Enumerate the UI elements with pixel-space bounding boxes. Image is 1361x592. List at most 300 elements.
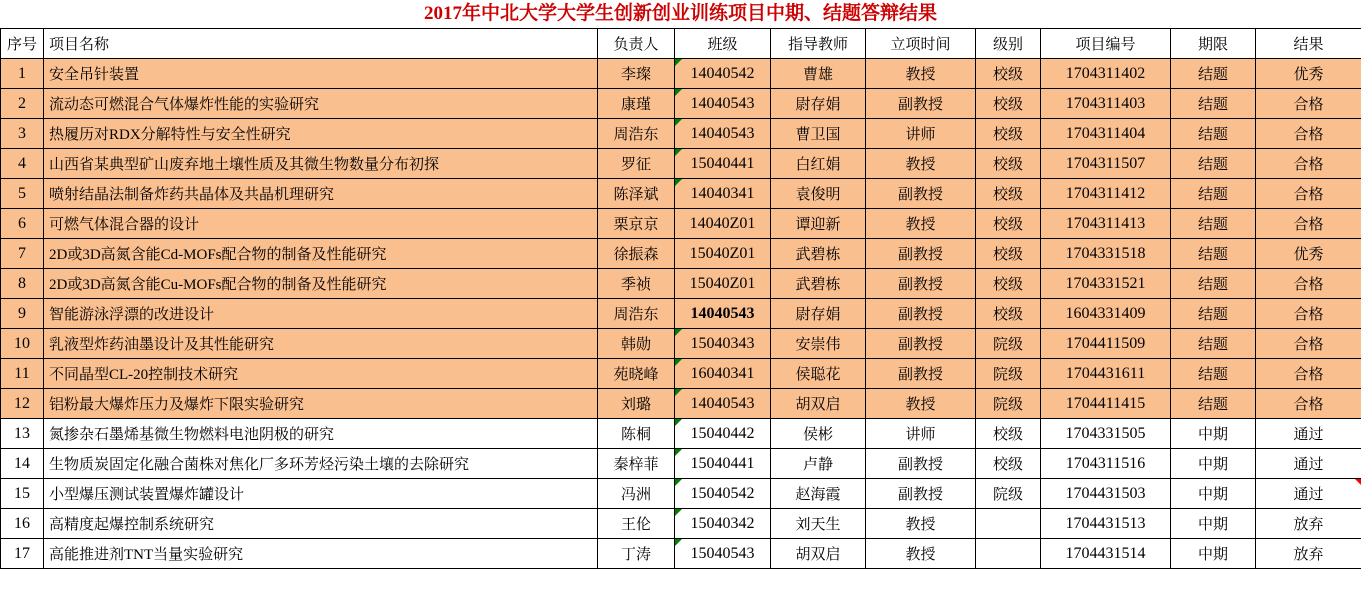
cell-code[interactable]	[1041, 59, 1171, 89]
cell-name[interactable]	[44, 149, 598, 179]
cell-class-no[interactable]	[675, 119, 771, 149]
name-value: 2D或3D高氮含能Cu-MOFs配合物的制备及性能研究	[49, 277, 387, 293]
advisor-value: 曹卫国	[795, 127, 841, 143]
leader-value: 秦梓菲	[613, 457, 659, 473]
cell-code[interactable]	[1041, 89, 1171, 119]
advisor-value: 赵海霞	[795, 487, 841, 503]
cell-name[interactable]	[44, 359, 598, 389]
cell-phase[interactable]	[1171, 119, 1256, 149]
cell-level[interactable]	[976, 59, 1041, 89]
name-value: 氮掺杂石墨烯基微生物燃料电池阴极的研究	[49, 427, 335, 443]
phase-value: 结题	[1197, 337, 1228, 353]
cell-leader[interactable]	[598, 449, 675, 479]
cell-class-no[interactable]	[675, 269, 771, 299]
cell-phase[interactable]	[1171, 389, 1256, 419]
cell-advisor-title[interactable]	[866, 239, 976, 269]
result-value: 通过	[1293, 457, 1324, 473]
cell-no[interactable]	[1, 389, 44, 419]
cell-class-no[interactable]	[675, 89, 771, 119]
cell-result[interactable]	[1256, 479, 1361, 509]
cell-level[interactable]	[976, 389, 1041, 419]
cell-code[interactable]	[1041, 179, 1171, 209]
col-header-leader[interactable]: 负责人	[598, 29, 675, 59]
cell-leader[interactable]	[598, 59, 675, 89]
leader-value: 韩勋	[620, 337, 651, 353]
cell-no[interactable]	[1, 509, 44, 539]
advisor-title-value: 教授	[905, 67, 936, 83]
col-header-start-time[interactable]: 立项时间	[866, 29, 976, 59]
phase-value: 中期	[1197, 517, 1228, 533]
cell-no[interactable]	[1, 419, 44, 449]
cell-code[interactable]	[1041, 329, 1171, 359]
advisor-value: 侯聪花	[795, 367, 841, 383]
cell-class-no[interactable]	[675, 449, 771, 479]
advisor-title-value: 教授	[905, 217, 936, 233]
cell-code[interactable]	[1041, 419, 1171, 449]
cell-level[interactable]	[976, 119, 1041, 149]
cell-name[interactable]	[44, 209, 598, 239]
leader-value: 栗京京	[613, 217, 659, 233]
cell-advisor[interactable]	[771, 389, 866, 419]
cell-advisor[interactable]	[771, 329, 866, 359]
code-value: 1704411415	[1065, 394, 1146, 412]
leader-value: 康瑾	[620, 97, 651, 113]
cell-name[interactable]	[44, 509, 598, 539]
result-value: 放弃	[1293, 517, 1324, 533]
cell-level[interactable]	[976, 299, 1041, 329]
name-value: 铝粉最大爆炸压力及爆炸下限实验研究	[49, 397, 305, 413]
cell-code[interactable]	[1041, 449, 1171, 479]
col-header-level[interactable]: 级别	[976, 29, 1041, 59]
number-stored-as-text-flag-icon	[675, 419, 682, 426]
no-value: 8	[18, 274, 26, 292]
cell-leader[interactable]	[598, 479, 675, 509]
cell-class-no[interactable]	[675, 509, 771, 539]
cell-class-no[interactable]	[675, 299, 771, 329]
cell-code[interactable]	[1041, 359, 1171, 389]
advisor-title-value: 副教授	[897, 457, 943, 473]
name-value: 安全吊针装置	[49, 67, 140, 83]
no-value: 9	[18, 304, 26, 322]
leader-value: 冯洲	[620, 487, 651, 503]
code-value: 1704431513	[1065, 514, 1146, 532]
cell-phase[interactable]	[1171, 89, 1256, 119]
cell-no[interactable]	[1, 149, 44, 179]
cell-result[interactable]	[1256, 449, 1361, 479]
cell-advisor-title[interactable]	[866, 149, 976, 179]
name-value: 生物质炭固定化融合菌株对焦化厂多环芳烃污染土壤的去除研究	[49, 457, 470, 473]
cell-code[interactable]	[1041, 119, 1171, 149]
cell-advisor[interactable]	[771, 239, 866, 269]
cell-no[interactable]	[1, 539, 44, 569]
result-value: 优秀	[1293, 67, 1324, 83]
cell-result[interactable]	[1256, 119, 1361, 149]
cell-code[interactable]	[1041, 239, 1171, 269]
name-value: 山西省某典型矿山废弃地土壤性质及其微生物数量分布初探	[49, 157, 440, 173]
class-no-value: 14040542	[690, 64, 755, 82]
class-no-value: 15040342	[690, 514, 755, 532]
phase-value: 结题	[1197, 127, 1228, 143]
cell-code[interactable]	[1041, 389, 1171, 419]
cell-leader[interactable]	[598, 89, 675, 119]
no-value: 13	[14, 424, 30, 442]
cell-advisor-title[interactable]	[866, 539, 976, 569]
cell-advisor[interactable]	[771, 119, 866, 149]
cell-code[interactable]	[1041, 479, 1171, 509]
cell-result[interactable]	[1256, 179, 1361, 209]
table-row	[1, 59, 1361, 89]
advisor-value: 胡双启	[795, 397, 841, 413]
level-value: 校级	[992, 187, 1023, 203]
results-table	[0, 28, 1361, 569]
cell-class-no[interactable]	[675, 389, 771, 419]
cell-result[interactable]	[1256, 239, 1361, 269]
cell-advisor[interactable]	[771, 179, 866, 209]
cell-class-no[interactable]	[675, 419, 771, 449]
class-no-value: 14040341	[690, 184, 755, 202]
number-stored-as-text-flag-icon	[675, 89, 682, 96]
cell-phase[interactable]	[1171, 179, 1256, 209]
table-row	[1, 209, 1361, 239]
code-value: 1704411509	[1065, 334, 1146, 352]
cell-phase[interactable]	[1171, 359, 1256, 389]
cell-leader[interactable]	[598, 419, 675, 449]
cell-phase[interactable]	[1171, 449, 1256, 479]
cell-level[interactable]	[976, 209, 1041, 239]
leader-value: 苑晓峰	[613, 367, 659, 383]
advisor-value: 曹雄	[802, 67, 833, 83]
table-row	[1, 419, 1361, 449]
name-value: 高精度起爆控制系统研究	[49, 517, 215, 533]
table-row	[1, 179, 1361, 209]
cell-leader[interactable]	[598, 509, 675, 539]
cell-phase[interactable]	[1171, 239, 1256, 269]
code-value: 1704431611	[1065, 364, 1146, 382]
cell-leader[interactable]	[598, 149, 675, 179]
advisor-title-value: 教授	[905, 397, 936, 413]
phase-value: 中期	[1197, 457, 1228, 473]
cell-level[interactable]	[976, 179, 1041, 209]
cell-phase[interactable]	[1171, 269, 1256, 299]
class-no-value: 15040343	[690, 334, 755, 352]
cell-no[interactable]	[1, 59, 44, 89]
no-value: 15	[14, 484, 30, 502]
result-value: 合格	[1293, 187, 1324, 203]
cell-phase[interactable]	[1171, 149, 1256, 179]
table-row	[1, 149, 1361, 179]
cell-name[interactable]	[44, 269, 598, 299]
result-value: 通过	[1293, 427, 1324, 443]
code-value: 1704331518	[1065, 244, 1146, 262]
advisor-title-value: 副教授	[897, 487, 943, 503]
cell-result[interactable]	[1256, 149, 1361, 179]
advisor-title-value: 副教授	[897, 277, 943, 293]
cell-leader[interactable]	[598, 119, 675, 149]
advisor-value: 胡双启	[795, 547, 841, 563]
cell-level[interactable]	[976, 269, 1041, 299]
cell-phase[interactable]	[1171, 509, 1256, 539]
no-value: 7	[18, 244, 26, 262]
cell-name[interactable]	[44, 89, 598, 119]
cell-code[interactable]	[1041, 149, 1171, 179]
cell-advisor-title[interactable]	[866, 329, 976, 359]
cell-advisor-title[interactable]	[866, 119, 976, 149]
cell-no[interactable]	[1, 329, 44, 359]
table-row	[1, 299, 1361, 329]
cell-name[interactable]	[44, 389, 598, 419]
cell-result[interactable]	[1256, 539, 1361, 569]
cell-leader[interactable]	[598, 329, 675, 359]
cell-class-no[interactable]	[675, 179, 771, 209]
col-header-result[interactable]: 结果	[1256, 29, 1361, 59]
cell-phase[interactable]	[1171, 419, 1256, 449]
cell-level[interactable]	[976, 359, 1041, 389]
cell-advisor-title[interactable]	[866, 479, 976, 509]
cell-result[interactable]	[1256, 389, 1361, 419]
cell-advisor-title[interactable]	[866, 509, 976, 539]
advisor-value: 武碧栋	[795, 247, 841, 263]
advisor-value: 刘天生	[795, 517, 841, 533]
no-value: 17	[14, 544, 30, 562]
cell-code[interactable]	[1041, 509, 1171, 539]
cell-advisor[interactable]	[771, 539, 866, 569]
cell-name[interactable]	[44, 239, 598, 269]
cell-name[interactable]	[44, 299, 598, 329]
cell-code[interactable]	[1041, 209, 1171, 239]
cell-result[interactable]	[1256, 209, 1361, 239]
cell-level[interactable]	[976, 539, 1041, 569]
phase-value: 中期	[1197, 487, 1228, 503]
cell-phase[interactable]	[1171, 59, 1256, 89]
cell-advisor[interactable]	[771, 209, 866, 239]
table-row	[1, 389, 1361, 419]
cell-leader[interactable]	[598, 539, 675, 569]
cell-advisor[interactable]	[771, 449, 866, 479]
leader-value: 李璨	[620, 67, 651, 83]
code-value: 1704311402	[1065, 64, 1146, 82]
cell-leader[interactable]	[598, 389, 675, 419]
class-no-value: 16040341	[690, 364, 755, 382]
level-value: 校级	[992, 277, 1023, 293]
result-value: 合格	[1293, 277, 1324, 293]
table-row	[1, 239, 1361, 269]
leader-value: 徐振森	[613, 247, 659, 263]
cell-result[interactable]	[1256, 359, 1361, 389]
class-no-value: 15040Z01	[689, 244, 756, 262]
cell-phase[interactable]	[1171, 539, 1256, 569]
cell-advisor-title[interactable]	[866, 179, 976, 209]
cell-advisor-title[interactable]	[866, 269, 976, 299]
class-no-value: 15040543	[690, 544, 755, 562]
phase-value: 结题	[1197, 217, 1228, 233]
cell-class-no[interactable]	[675, 359, 771, 389]
cell-name[interactable]	[44, 479, 598, 509]
name-value: 热履历对RDX分解特性与安全性研究	[49, 127, 291, 143]
cell-advisor[interactable]	[771, 299, 866, 329]
cell-advisor-title[interactable]	[866, 449, 976, 479]
cell-advisor-title[interactable]	[866, 209, 976, 239]
cell-advisor-title[interactable]	[866, 89, 976, 119]
level-value: 校级	[992, 67, 1023, 83]
cell-level[interactable]	[976, 449, 1041, 479]
cell-name[interactable]	[44, 179, 598, 209]
cell-advisor-title[interactable]	[866, 59, 976, 89]
code-value: 1704431503	[1065, 484, 1146, 502]
header-row	[1, 29, 1361, 59]
leader-value: 陈桐	[620, 427, 651, 443]
advisor-value: 安崇伟	[795, 337, 841, 353]
cell-class-no[interactable]	[675, 479, 771, 509]
cell-phase[interactable]	[1171, 299, 1256, 329]
cell-advisor[interactable]	[771, 149, 866, 179]
level-value: 院级	[992, 397, 1023, 413]
cell-class-no[interactable]	[675, 329, 771, 359]
cell-no[interactable]	[1, 89, 44, 119]
cell-level[interactable]	[976, 479, 1041, 509]
class-no-value: 14040Z01	[689, 214, 756, 232]
advisor-title-value: 教授	[905, 157, 936, 173]
name-value: 可燃气体混合器的设计	[49, 217, 200, 233]
cell-class-no[interactable]	[675, 59, 771, 89]
code-value: 1704431514	[1065, 544, 1146, 562]
col-header-project-code[interactable]: 项目编号	[1041, 29, 1171, 59]
code-value: 1604331409	[1065, 304, 1146, 322]
cell-advisor[interactable]	[771, 479, 866, 509]
cell-name[interactable]	[44, 329, 598, 359]
cell-leader[interactable]	[598, 269, 675, 299]
cell-advisor-title[interactable]	[866, 389, 976, 419]
advisor-value: 卢静	[802, 457, 833, 473]
cell-code[interactable]	[1041, 299, 1171, 329]
cell-name[interactable]	[44, 119, 598, 149]
code-value: 1704311413	[1065, 214, 1146, 232]
result-value: 合格	[1293, 127, 1324, 143]
number-stored-as-text-flag-icon	[675, 329, 682, 336]
cell-name[interactable]	[44, 449, 598, 479]
cell-result[interactable]	[1256, 509, 1361, 539]
cell-no[interactable]	[1, 479, 44, 509]
number-stored-as-text-flag-icon	[675, 179, 682, 186]
cell-level[interactable]	[976, 89, 1041, 119]
cell-class-no[interactable]	[675, 209, 771, 239]
cell-level[interactable]	[976, 149, 1041, 179]
cell-advisor[interactable]	[771, 419, 866, 449]
cell-no[interactable]	[1, 209, 44, 239]
phase-value: 结题	[1197, 367, 1228, 383]
code-value: 1704311412	[1065, 184, 1146, 202]
cell-advisor[interactable]	[771, 89, 866, 119]
cell-name[interactable]	[44, 419, 598, 449]
cell-no[interactable]	[1, 239, 44, 269]
advisor-title-value: 副教授	[897, 307, 943, 323]
cell-result[interactable]	[1256, 59, 1361, 89]
cell-result[interactable]	[1256, 269, 1361, 299]
cell-advisor[interactable]	[771, 359, 866, 389]
cell-name[interactable]	[44, 539, 598, 569]
table-row	[1, 479, 1361, 509]
phase-value: 结题	[1197, 277, 1228, 293]
table-row	[1, 539, 1361, 569]
cell-no[interactable]	[1, 179, 44, 209]
no-value: 16	[14, 514, 30, 532]
level-value: 院级	[992, 487, 1023, 503]
col-header-project-name[interactable]: 项目名称	[44, 29, 598, 59]
cell-no[interactable]	[1, 299, 44, 329]
level-value: 校级	[992, 457, 1023, 473]
code-value: 1704311516	[1065, 454, 1146, 472]
phase-value: 中期	[1197, 427, 1228, 443]
result-value: 合格	[1293, 307, 1324, 323]
cell-result[interactable]	[1256, 419, 1361, 449]
table-row	[1, 89, 1361, 119]
no-value: 5	[18, 184, 26, 202]
cell-result[interactable]	[1256, 89, 1361, 119]
cell-no[interactable]	[1, 269, 44, 299]
cell-advisor[interactable]	[771, 269, 866, 299]
no-value: 6	[18, 214, 26, 232]
no-value: 11	[14, 364, 30, 382]
cell-phase[interactable]	[1171, 479, 1256, 509]
cell-level[interactable]	[976, 329, 1041, 359]
cell-advisor-title[interactable]	[866, 419, 976, 449]
cell-phase[interactable]	[1171, 329, 1256, 359]
advisor-title-value: 教授	[905, 547, 936, 563]
cell-level[interactable]	[976, 419, 1041, 449]
cell-no[interactable]	[1, 449, 44, 479]
cell-level[interactable]	[976, 509, 1041, 539]
cell-leader[interactable]	[598, 179, 675, 209]
cell-result[interactable]	[1256, 299, 1361, 329]
leader-value: 季祯	[620, 277, 651, 293]
number-stored-as-text-flag-icon	[675, 539, 682, 546]
advisor-title-value: 讲师	[905, 427, 936, 443]
cell-code[interactable]	[1041, 539, 1171, 569]
name-value: 乳液型炸药油墨设计及其性能研究	[49, 337, 275, 353]
col-header-phase[interactable]: 期限	[1171, 29, 1256, 59]
code-value: 1704311404	[1065, 124, 1146, 142]
result-value: 合格	[1293, 97, 1324, 113]
cell-no[interactable]	[1, 359, 44, 389]
cell-no[interactable]	[1, 119, 44, 149]
cell-advisor-title[interactable]	[866, 359, 976, 389]
class-no-value: 15040441	[690, 454, 755, 472]
cell-class-no[interactable]	[675, 539, 771, 569]
cell-advisor-title[interactable]	[866, 299, 976, 329]
cell-phase[interactable]	[1171, 209, 1256, 239]
advisor-value: 袁俊明	[795, 187, 841, 203]
col-header-class[interactable]: 班级	[675, 29, 771, 59]
phase-value: 中期	[1197, 547, 1228, 563]
cell-level[interactable]	[976, 239, 1041, 269]
cell-leader[interactable]	[598, 209, 675, 239]
cell-leader[interactable]	[598, 299, 675, 329]
cell-result[interactable]	[1256, 329, 1361, 359]
no-value: 14	[14, 454, 30, 472]
cell-leader[interactable]	[598, 239, 675, 269]
cell-leader[interactable]	[598, 359, 675, 389]
leader-value: 周浩东	[613, 127, 659, 143]
cell-advisor[interactable]	[771, 509, 866, 539]
cell-class-no[interactable]	[675, 239, 771, 269]
cell-advisor[interactable]	[771, 59, 866, 89]
table-body	[1, 59, 1361, 569]
class-no-value: 15040Z01	[689, 274, 756, 292]
cell-class-no[interactable]	[675, 149, 771, 179]
cell-code[interactable]	[1041, 269, 1171, 299]
col-header-advisor[interactable]: 指导教师	[771, 29, 866, 59]
col-header-index[interactable]: 序号	[1, 29, 44, 59]
cell-name[interactable]	[44, 59, 598, 89]
